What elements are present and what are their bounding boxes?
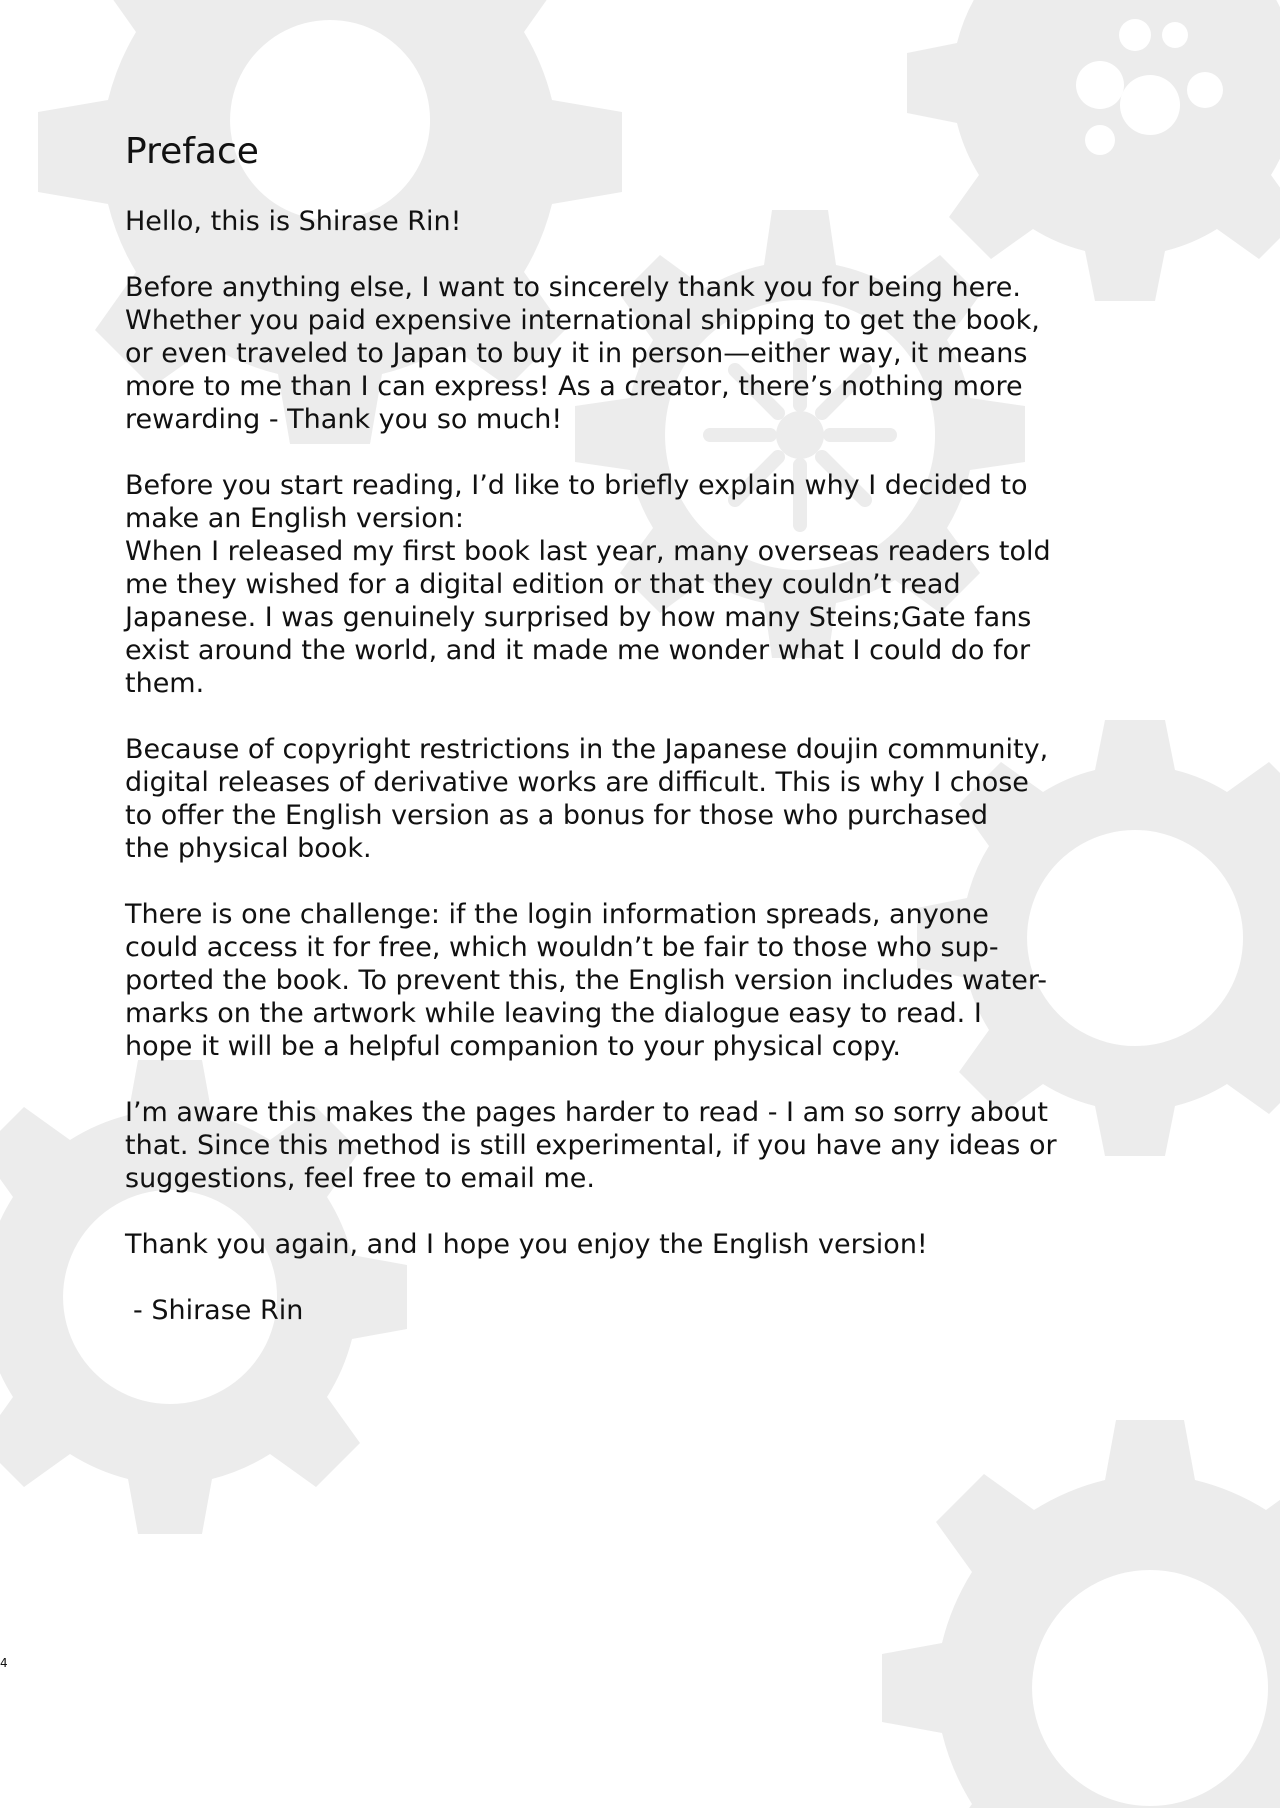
preface-paragraph: Before you start reading, I’d like to briefly explain why I decided to make an English version: When I released my first book last year, many overseas readers told me they wished for a digital edition or that they couldn’t read Japanese. I was genuinely surprised by how many Steins;Gate fans exist around the world, and it made me wonder what I could do for them.: [125, 470, 1051, 700]
gear-icon: [882, 1420, 1280, 1808]
page-title: Preface: [125, 131, 259, 172]
preface-paragraph: Before anything else, I want to sincerely thank you for being here. Whether you paid expensive international shipping to get the book, or even traveled to Japan to buy it in person—either way, it means more to me than I can express! As a creator, there’s nothing more rewarding - Thank you so much!: [125, 272, 1040, 436]
page-number: 4: [0, 1656, 8, 1670]
preface-paragraph: Hello, this is Shirase Rin!: [125, 206, 462, 238]
preface-paragraph: Thank you again, and I hope you enjoy the English version!: [125, 1229, 928, 1261]
preface-paragraph: Because of copyright restrictions in the Japanese doujin community, digital releases of derivative works are difficult. This is why I chose to offer the English version as a bonus for those who purchased the physical book.: [125, 734, 1049, 865]
preface-paragraph: I’m aware this makes the pages harder to read - I am so sorry about that. Since this method is still experimental, if you have any ideas or suggestions, feel free to email me.: [125, 1097, 1057, 1195]
preface-paragraph: There is one challenge: if the login information spreads, anyone could access it for free, which wouldn’t be fair to those who sup- ported the book. To prevent this, the English version includes water- marks on the artwork while leaving the dialogue easy to read. I hope it will be a helpful companion to your physical copy.: [125, 899, 1047, 1063]
author-signoff: - Shirase Rin: [133, 1295, 304, 1327]
preface-section: [125, 130, 1105, 1327]
